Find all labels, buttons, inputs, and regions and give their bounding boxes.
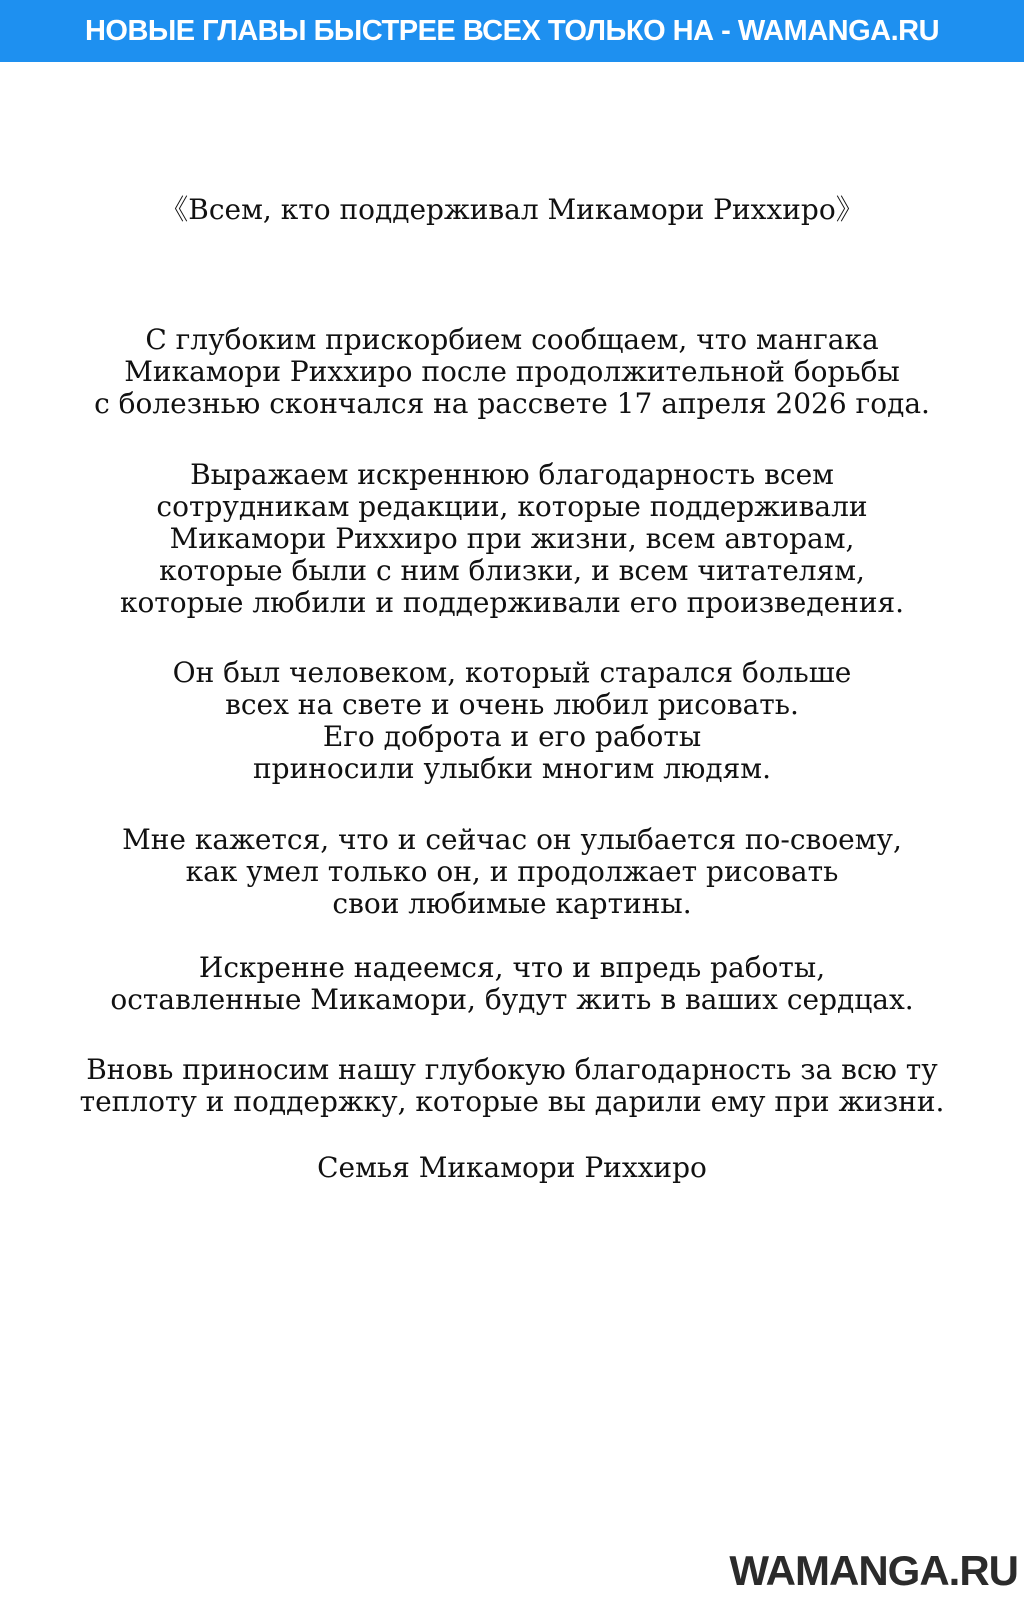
letter-heading: 《Всем, кто поддерживал Микамори Риххиро》 xyxy=(160,193,864,226)
letter-signature: Семья Микамори Риххиро xyxy=(317,1151,707,1184)
letter-paragraph xyxy=(0,824,1024,920)
paragraph-line: свои любимые картины. xyxy=(332,887,692,920)
paragraph-line: как умел только он, и продолжает рисовать xyxy=(185,855,839,888)
paragraph-line: Выражаем искреннюю благодарность всем xyxy=(190,458,834,491)
paragraph-line: всех на свете и очень любил рисовать. xyxy=(225,688,799,721)
paragraph-line: Мне кажется, что и сейчас он улыбается по-своему, xyxy=(122,823,902,856)
paragraph-line: теплоту и поддержку, которые вы дарили ему при жизни. xyxy=(79,1085,945,1118)
site-watermark: WAMANGA.RU xyxy=(729,1547,1018,1594)
letter-paragraph xyxy=(0,1054,1024,1118)
paragraph-line: Искренне надеемся, что и впредь работы, xyxy=(198,951,826,984)
letter-paragraph xyxy=(0,952,1024,1016)
letter-paragraph xyxy=(0,459,1024,619)
paragraph-line: оставленные Микамори, будут жить в ваших сердцах. xyxy=(110,983,914,1016)
paragraph-line: которые были с ним близки, и всем читателям, xyxy=(159,554,865,587)
paragraph-line: Он был человеком, который старался больше xyxy=(172,656,852,689)
paragraph-line: которые любили и поддерживали его произведения. xyxy=(119,586,905,619)
promo-banner-text: НОВЫЕ ГЛАВЫ БЫСТРЕЕ ВСЕХ ТОЛЬКО НА - WAMANGA.RU xyxy=(84,14,940,47)
letter-paragraph xyxy=(0,657,1024,785)
paragraph-line: Вновь приносим нашу глубокую благодарность за всю ту xyxy=(86,1053,938,1086)
paragraph-line: Микамори Риххиро после продолжительной борьбы xyxy=(124,355,900,388)
paragraph-line: С глубоким прискорбием сообщаем, что мангака xyxy=(145,323,879,356)
letter-paragraph xyxy=(0,324,1024,420)
paragraph-line: Его доброта и его работы xyxy=(322,720,702,753)
paragraph-line: сотрудникам редакции, которые поддерживали xyxy=(156,490,868,523)
paragraph-line: приносили улыбки многим людям. xyxy=(253,752,771,785)
promo-banner[interactable] xyxy=(0,0,1024,62)
paragraph-line: Микамори Риххиро при жизни, всем авторам, xyxy=(169,522,855,555)
paragraph-line: с болезнью скончался на рассвете 17 апреля 2026 года. xyxy=(94,387,930,420)
